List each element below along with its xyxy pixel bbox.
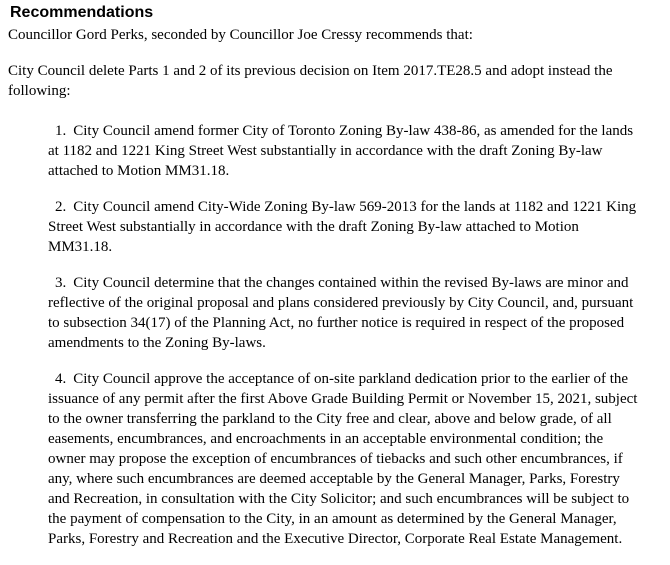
recommendation-item-4 (48, 369, 640, 549)
preamble-paragraph: City Council delete Parts 1 and 2 of its previous decision on Item 2017.TE28.5 and adopt instead the following: (8, 63, 613, 99)
item-number: 3. (55, 275, 67, 291)
recommendations-heading: Recommendations (10, 4, 154, 21)
recommendation-item-2 (48, 197, 640, 257)
item-text: City Council amend City-Wide Zoning By-law 569-2013 for the lands at 1182 and 1221 King Street West substantially in accordance with the draft Zoning By-law attached to Motion MM31.18. (48, 199, 637, 255)
item-number: 1. (55, 123, 67, 139)
item-number: 2. (55, 199, 67, 215)
recommendation-item-3 (48, 273, 640, 353)
item-number: 4. (55, 371, 67, 387)
mover-statement: Councillor Gord Perks, seconded by Councillor Joe Cressy recommends that: (8, 27, 473, 43)
recommendation-item-1 (48, 121, 640, 181)
item-text: City Council determine that the changes contained within the revised By-laws are minor and reflective of the original proposal and plans considered previously by City Council, and, pursuant to subsection 34(17) of the Planning Act, no further notice is required in respect of the proposed amendments to the Zoning By-laws. (48, 275, 634, 351)
item-text: City Council amend former City of Toronto Zoning By-law 438-86, as amended for the lands at 1182 and 1221 King Street West substantially in accordance with the draft Zoning By-law attached to Motion MM31.18. (48, 123, 634, 179)
item-text: City Council approve the acceptance of on-site parkland dedication prior to the earlier of the issuance of any permit after the first Above Grade Building Permit or November 15, 2021, subject to the owner transferring the parkland to the City free and clear, above and below grade, of all easements, encumbrances, and encroachments in an acceptable environmental condition; the owner may propose the exception of encumbrances of tiebacks and such other encumbrances, if any, where such encumbrances are deemed acceptable by the General Manager, Parks, Forestry and Recreation, in consultation with the City Solicitor; and such encumbrances will be subject to the payment of compensation to the City, in an amount as determined by the General Manager, Parks, Forestry and Recreation and the Executive Director, Corporate Real Estate Management. (48, 371, 638, 547)
